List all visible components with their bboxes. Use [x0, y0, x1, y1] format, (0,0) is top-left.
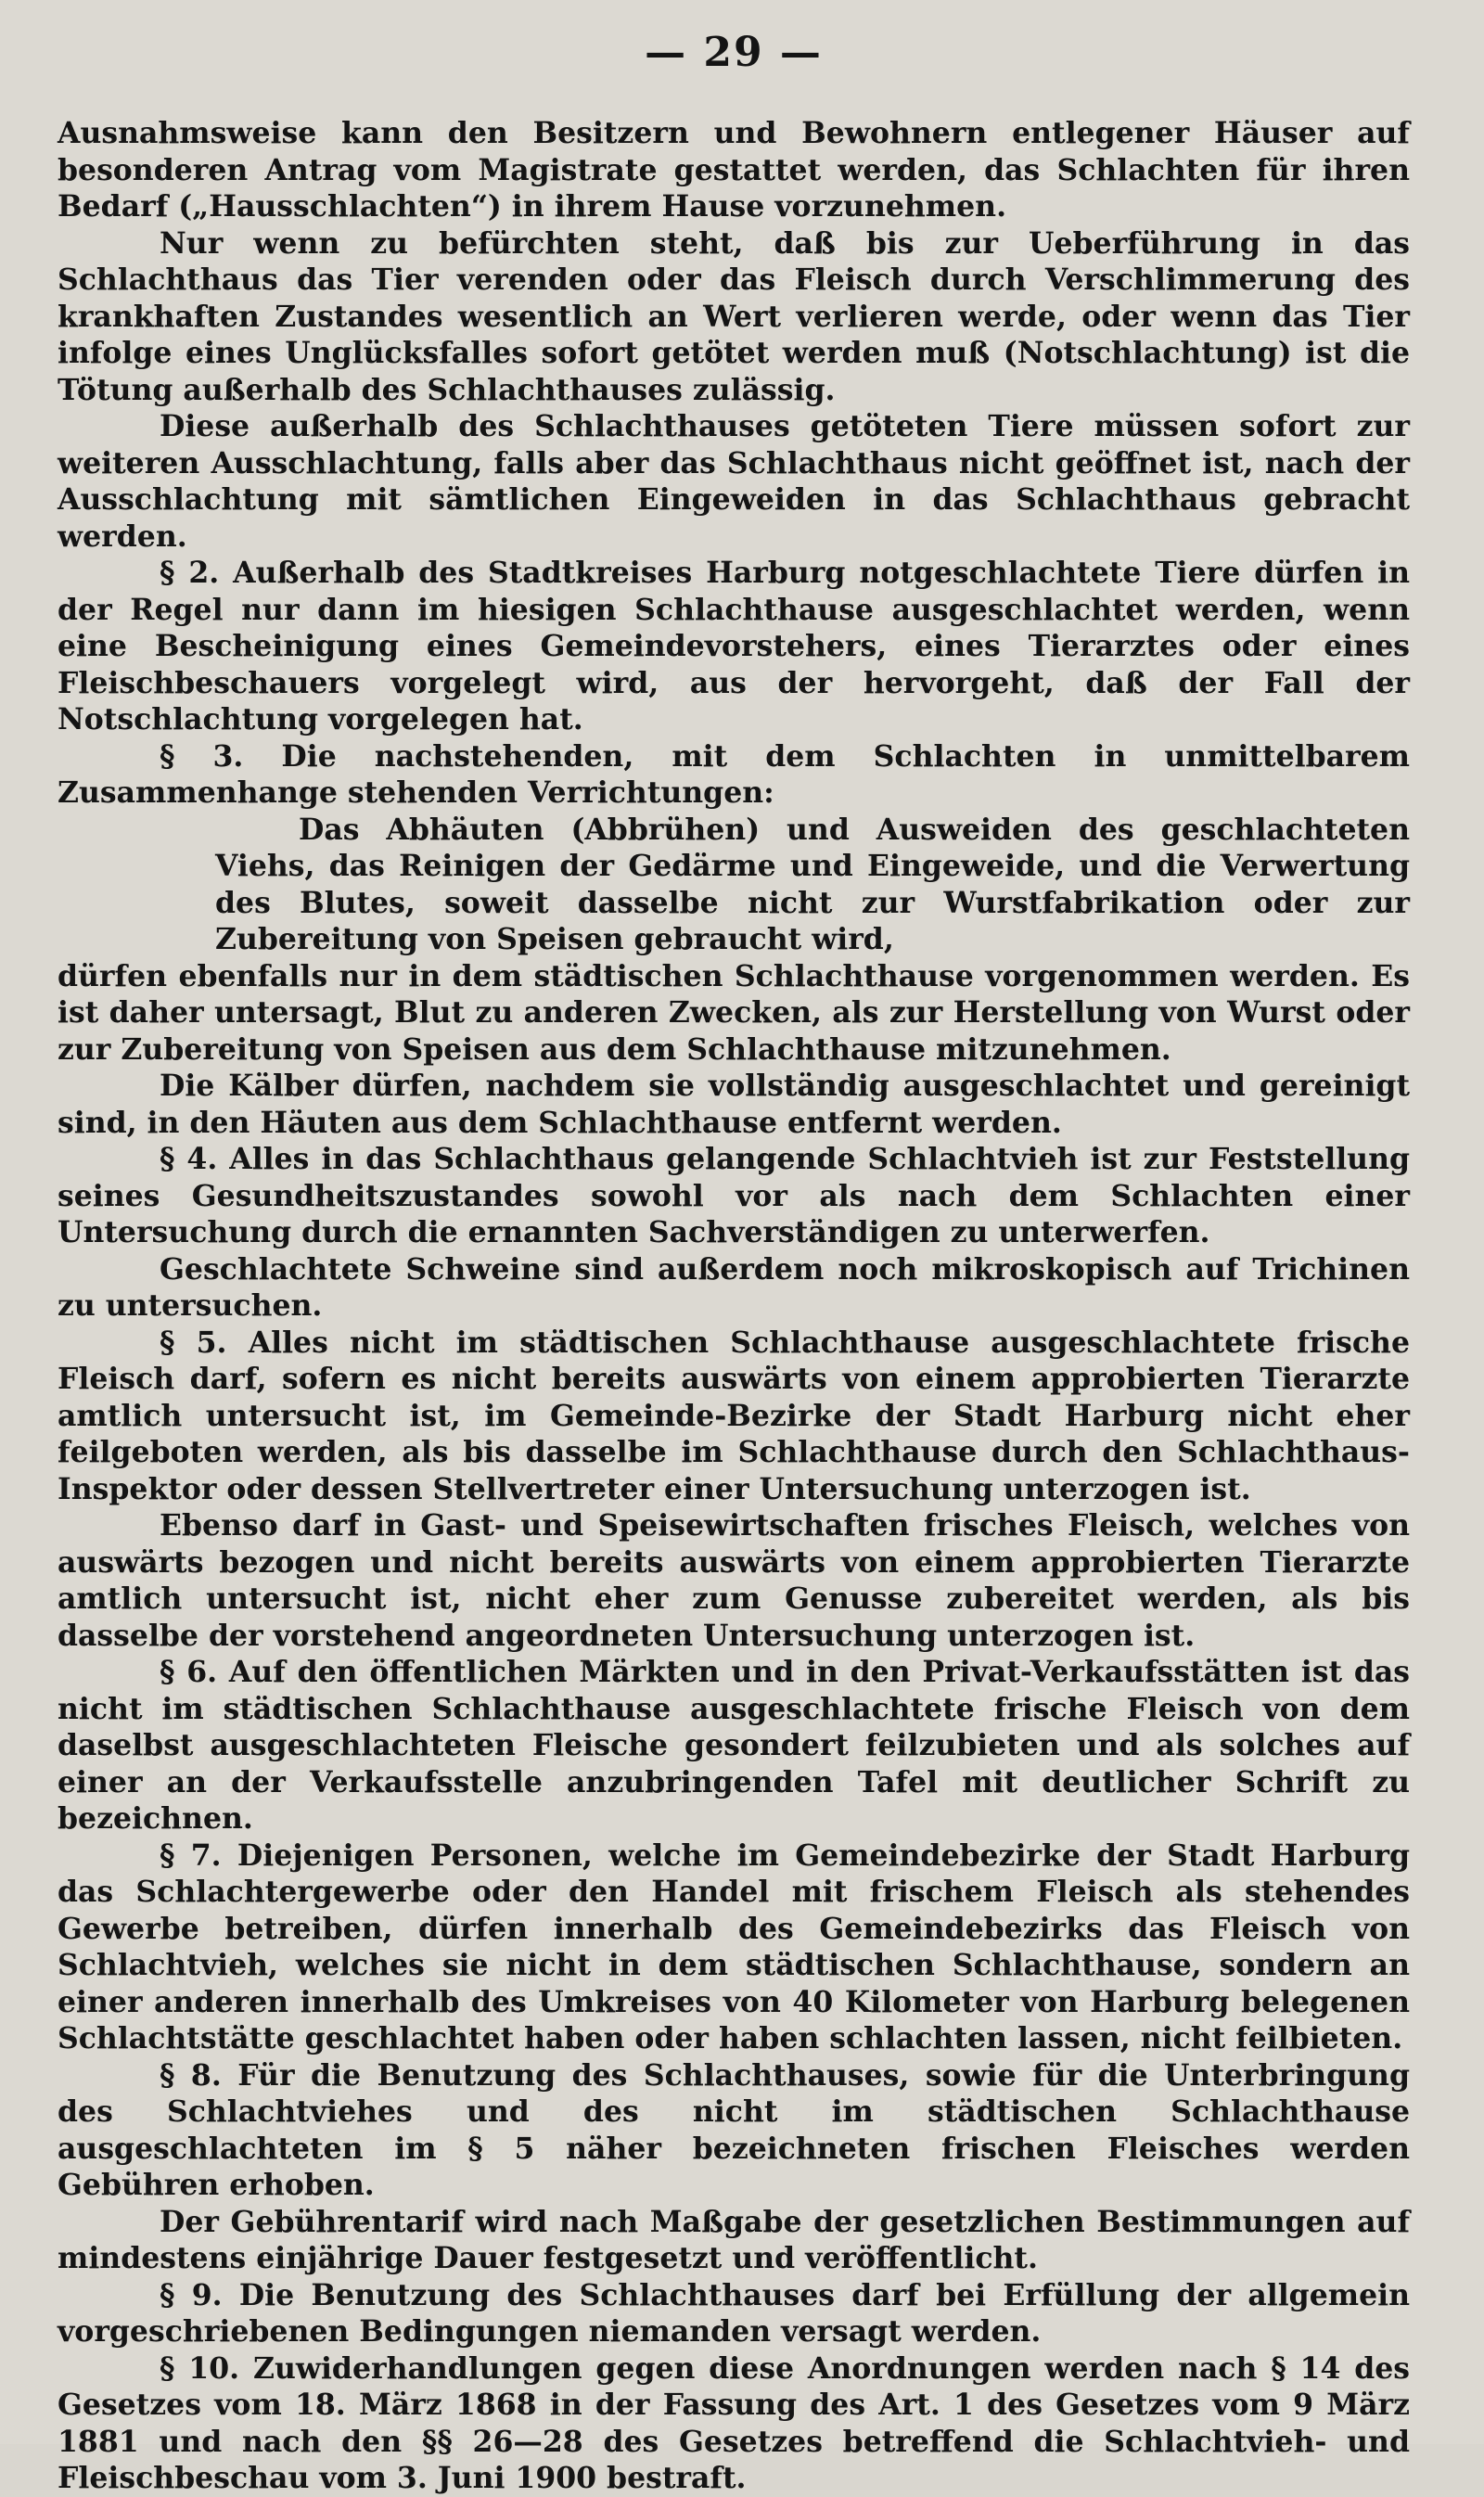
paragraph-section-10: § 10. Zuwiderhandlungen gegen diese Anordnungen werden nach § 14 des Gesetzes vom 18. März 1868 in der Fassung des Art. 1 des Gesetzes vom 9 März 1881 und nach den §§ 26—28 des Gesetzes betreffend die Schlachtvieh- und Fleischbeschau vom 3. Juni 1900 bestraft.: [58, 2350, 1410, 2495]
paragraph-section-7: § 7. Diejenigen Personen, welche im Gemeindebezirke der Stadt Harburg das Schlachtergewerbe oder den Handel mit frischem Fleisch als stehendes Gewerbe betreiben, dürfen innerhalb des Gemeindebezirks das Fleisch von Schlachtvieh, welches sie nicht in dem städtischen Schlachthause, sondern an einer anderen innerhalb des Umkreises von 40 Kilometer von Harburg belegenen Schlachtstätte geschlachtet haben oder haben schlachten lassen, nicht feilbieten.: [58, 1838, 1410, 2055]
paragraph-gastwirtschaften: Ebenso darf in Gast- und Speisewirtschaften frisches Fleisch, welches von auswärts bezogen und nicht bereits auswärts von einem approbierten Tierarzte amtlich untersucht ist, nicht eher zum Genusse zubereitet werden, als bis dasselbe der vorstehend angeordneten Untersuchung unterzogen ist.: [58, 1508, 1410, 1653]
paragraph-kaelber: Die Kälber dürfen, nachdem sie vollständig ausgeschlachtet und gereinigt sind, in den Häuten aus dem Schlachthause entfernt werden.: [58, 1069, 1410, 1140]
paragraph-hausschlachten: Ausnahmsweise kann den Besitzern und Bewohnern entlegener Häuser auf besonderen Antrag vom Magistrate gestattet werden, das Schlachten für ihren Bedarf („Hausschlachten“) in ihrem Hause vorzunehmen.: [58, 116, 1410, 224]
paragraph-ausschlachtung: Diese außerhalb des Schlachthauses getöteten Tiere müssen sofort zur weiteren Ausschlachtung, falls aber das Schlachthaus nicht geöffnet ist, nach der Ausschlachtung mit sämtlichen Eingeweiden in das Schlachthaus gebracht werden.: [58, 409, 1410, 554]
paragraph-section-5: § 5. Alles nicht im städtischen Schlachthause ausgeschlachtete frische Fleisch darf, sofern es nicht bereits auswärts von einem approbierten Tierarzte amtlich untersucht ist, im Gemeinde-Bezirke der Stadt Harburg nicht eher feilgeboten werden, als bis dasselbe im Schlachthause durch den Schlachthaus-Inspektor oder dessen Stellvertreter einer Untersuchung unterzogen ist.: [58, 1325, 1410, 1506]
paragraph-gebuehrentarif: Der Gebührentarif wird nach Maßgabe der gesetzlichen Bestimmungen auf mindestens einjährige Dauer festgesetzt und veröffentlicht.: [58, 2204, 1410, 2275]
paragraph-section-4: § 4. Alles in das Schlachthaus gelangende Schlachtvieh ist zur Feststellung seines Gesundheitszustandes sowohl vor als nach dem Schlachten einer Untersuchung durch die ernannten Sachverständigen zu unterwerfen.: [58, 1142, 1410, 1249]
paragraph-section-2: § 2. Außerhalb des Stadtkreises Harburg notgeschlachtete Tiere dürfen in der Regel nur dann im hiesigen Schlachthause ausgeschlachtet werden, wenn eine Bescheinigung eines Gemeindevorstehers, eines Tierarztes oder eines Fleischbeschauers vorgelegt wird, aus der hervorgeht, daß der Fall der Notschlachtung vorgelegen hat.: [58, 556, 1410, 736]
paragraph-section-9: § 9. Die Benutzung des Schlachthauses darf bei Erfüllung der allgemein vorgeschriebenen Bedingungen niemanden versagt werden.: [58, 2277, 1410, 2349]
paragraph-section-6: § 6. Auf den öffentlichen Märkten und in den Privat-Verkaufsstätten ist das nicht im städtischen Schlachthause ausgeschlachtete frische Fleisch von dem daselbst ausgeschlachteten Fleische gesondert feilzubieten und als solches auf einer an der Verkaufsstelle anzubringenden Tafel mit deutlicher Schrift zu bezeichnen.: [58, 1655, 1410, 1836]
paragraph-section-3-continued: dürfen ebenfalls nur in dem städtischen Schlachthause vorgenommen werden. Es ist daher untersagt, Blut zu anderen Zwecken, als zur Herstellung von Wurst oder zur Zubereitung von Speisen aus dem Schlachthause mitzunehmen.: [58, 958, 1410, 1067]
paragraph-trichinen: Geschlachtete Schweine sind außerdem noch mikroskopisch auf Trichinen zu untersuchen.: [58, 1251, 1410, 1323]
paragraph-section-3-list: Das Abhäuten (Abbrühen) und Ausweiden des geschlachteten Viehs, das Reinigen der Gedärme und Eingeweide, und die Verwertung des Blutes, soweit dasselbe nicht zur Wurstfabrikation oder zur Zubereitung von Speisen gebraucht wird,: [215, 812, 1410, 956]
paragraph-section-3: § 3. Die nachstehenden, mit dem Schlachten in unmittelbarem Zusammenhange stehenden Verrichtungen:: [58, 738, 1410, 810]
paragraph-section-8: § 8. Für die Benutzung des Schlachthauses, sowie für die Unterbringung des Schlachtviehes und des nicht im städtischen Schlachthause ausgeschlachteten im § 5 näher bezeichneten frischen Fleisches werden Gebühren erhoben.: [58, 2057, 1410, 2202]
paragraph-notschlachtung: Nur wenn zu befürchten steht, daß bis zur Ueberführung in das Schlachthaus das Tier verenden oder das Fleisch durch Verschlimmerung des krankhaften Zustandes wesentlich an Wert verlieren werde, oder wenn das Tier infolge eines Unglücksfalles sofort getötet werden muß (Notschlachtung) ist die Tötung außerhalb des Schlachthauses zulässig.: [58, 225, 1410, 407]
page-number: — 29 —: [645, 29, 823, 76]
